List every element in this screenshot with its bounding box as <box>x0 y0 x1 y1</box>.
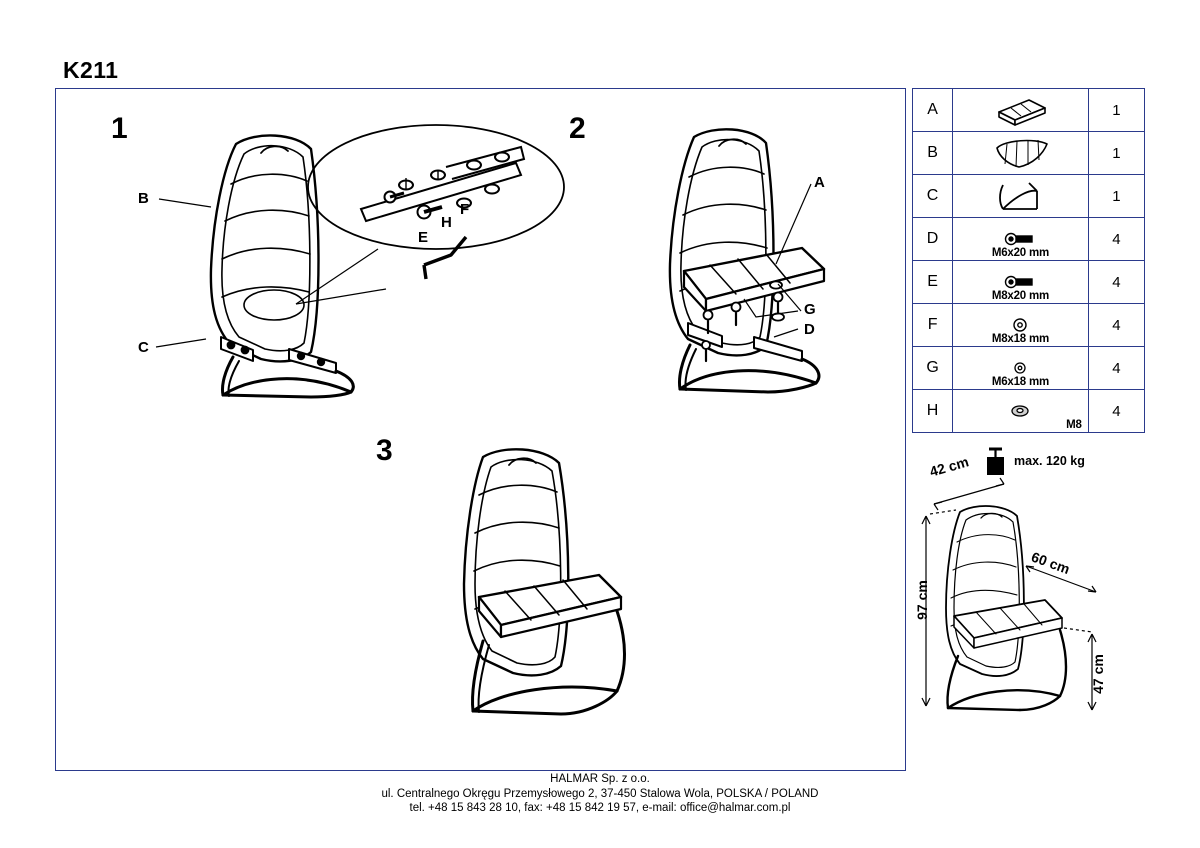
dimension-depth-label: 60 cm <box>1029 548 1073 578</box>
callout-step2-A: A <box>814 174 825 191</box>
part-image-washer-icon <box>953 347 1089 390</box>
table-row <box>913 304 1145 347</box>
table-row <box>913 390 1145 433</box>
part-letter: A <box>913 89 953 132</box>
callout-step2-G: G <box>804 301 816 318</box>
table-row <box>913 261 1145 304</box>
part-spec: M8 <box>1066 419 1082 431</box>
part-letter: E <box>913 261 953 304</box>
dimension-height-label: 97 cm <box>913 580 930 620</box>
footer-address: ul. Centralnego Okręgu Przemysłowego 2, 37-450 Stalowa Wola, POLSKA / POLAND <box>381 787 819 800</box>
footer-company: HALMAR Sp. z o.o. <box>550 773 650 785</box>
footer-contact: tel. +48 15 843 28 10, fax: +48 15 842 19 57, e-mail: office@halmar.com.pl <box>409 802 791 814</box>
dimension-width-label: 42 cm <box>927 453 971 480</box>
assembly-steps-frame <box>55 88 906 771</box>
part-letter: G <box>913 347 953 390</box>
part-image-backrest-icon <box>953 132 1089 175</box>
table-row <box>913 175 1145 218</box>
callout-step1-F: F <box>460 201 470 218</box>
part-image-bolt-icon <box>953 218 1089 261</box>
part-letter: F <box>913 304 953 347</box>
part-image-seat-cushion-icon <box>953 89 1089 132</box>
part-qty: 1 <box>1088 89 1144 132</box>
callout-step1-E: E <box>418 229 429 246</box>
step-3-number: 3 <box>376 434 393 467</box>
footer <box>0 772 1200 816</box>
part-letter: B <box>913 132 953 175</box>
part-spec: M6x18 mm <box>991 376 1050 388</box>
part-spec: M8x18 mm <box>991 333 1050 345</box>
step-3-drawing <box>421 429 691 729</box>
part-letter: H <box>913 390 953 433</box>
part-qty: 4 <box>1088 304 1144 347</box>
part-image-cantilever-frame-icon <box>953 175 1089 218</box>
part-qty: 4 <box>1088 218 1144 261</box>
step-2-number: 2 <box>569 112 586 145</box>
part-qty: 1 <box>1088 175 1144 218</box>
page-title: K211 <box>63 57 119 83</box>
callout-step2-D: D <box>804 321 815 338</box>
part-letter: C <box>913 175 953 218</box>
part-qty: 4 <box>1088 390 1144 433</box>
callout-step1-C: C <box>138 339 149 356</box>
table-row <box>913 89 1145 132</box>
step-1-number: 1 <box>111 112 128 145</box>
callout-step1-B: B <box>138 190 149 207</box>
part-spec: M8x20 mm <box>991 290 1050 302</box>
part-qty: 4 <box>1088 347 1144 390</box>
part-image-bolt-icon <box>953 261 1089 304</box>
table-row <box>913 218 1145 261</box>
part-spec: M6x20 mm <box>991 247 1050 259</box>
part-qty: 4 <box>1088 261 1144 304</box>
part-qty: 1 <box>1088 132 1144 175</box>
part-image-nut-icon <box>953 390 1089 433</box>
parts-table <box>912 88 1145 433</box>
table-row <box>913 347 1145 390</box>
dimension-seat-height-label: 47 cm <box>1089 654 1106 694</box>
part-image-washer-icon <box>953 304 1089 347</box>
table-row <box>913 132 1145 175</box>
part-letter: D <box>913 218 953 261</box>
callout-step1-H: H <box>441 214 452 231</box>
max-load-text: max. 120 kg <box>1014 454 1085 468</box>
